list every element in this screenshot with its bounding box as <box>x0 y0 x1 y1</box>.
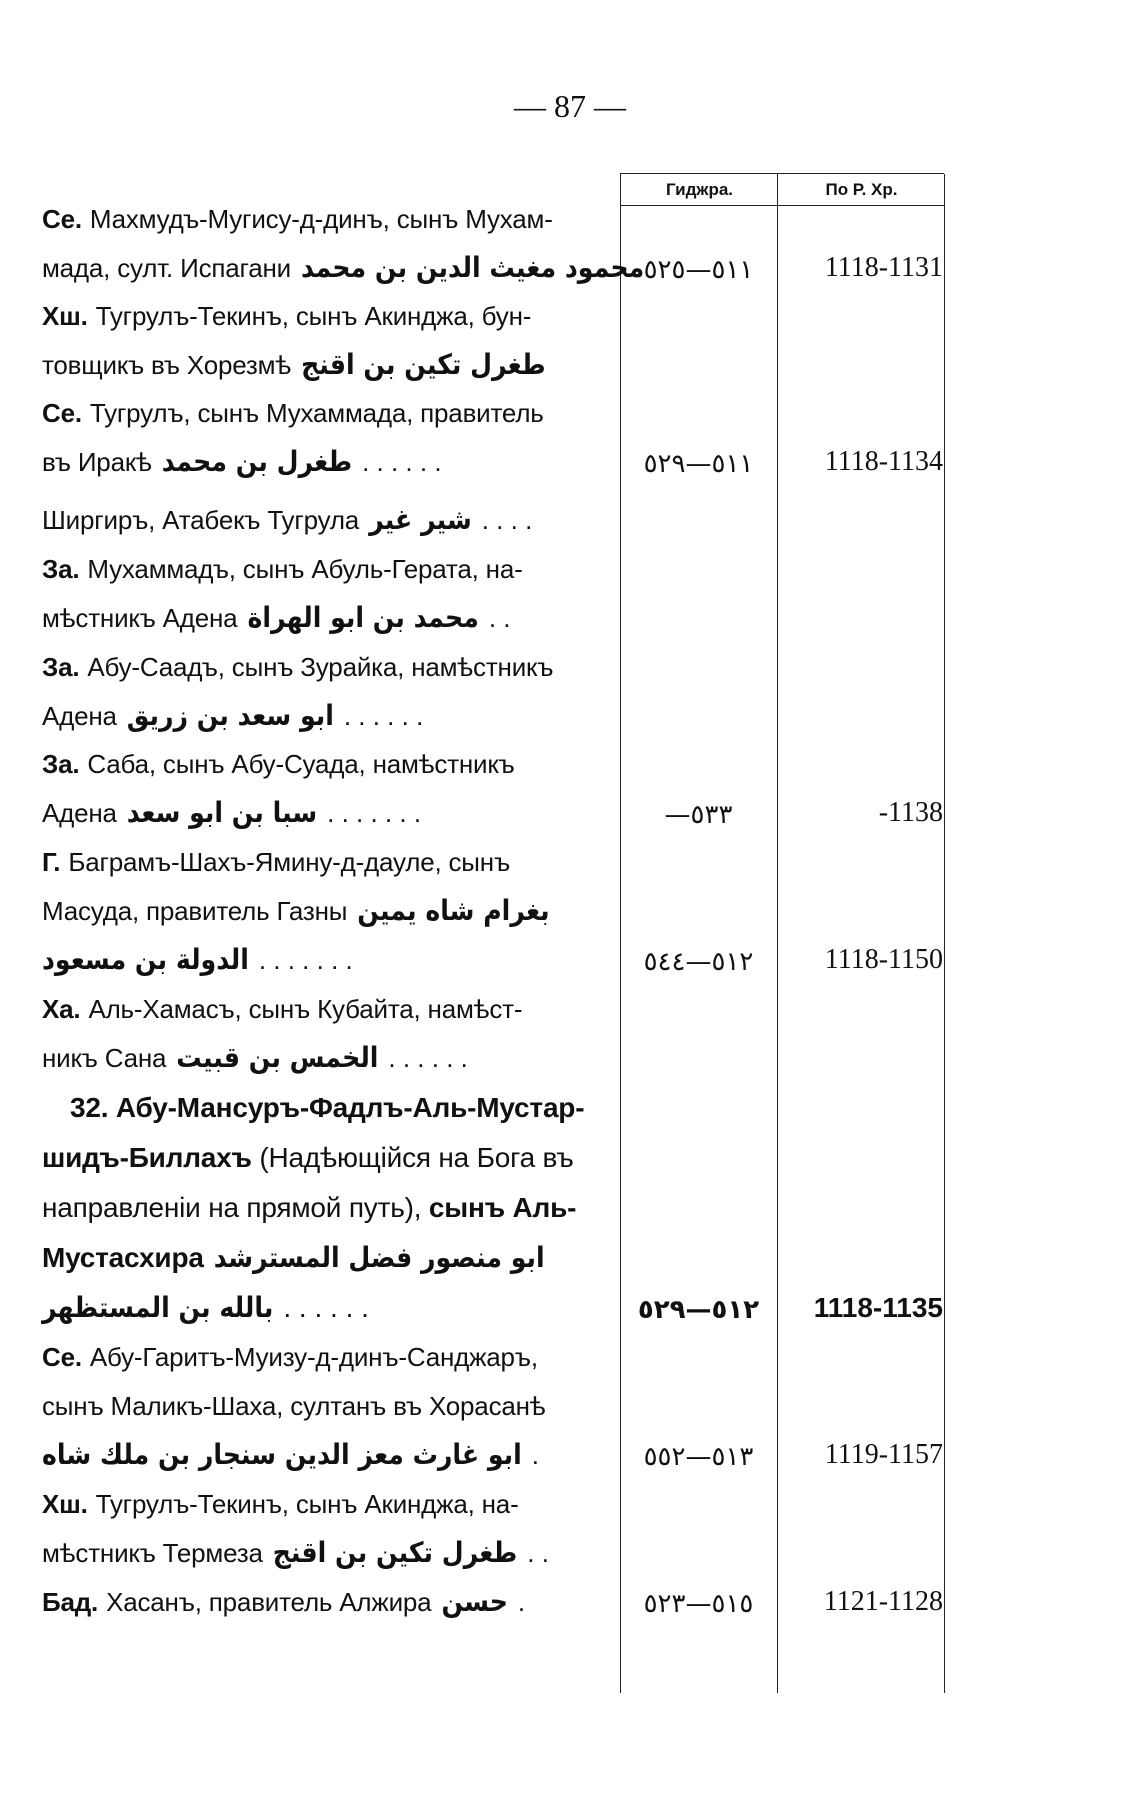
entry-dynasty-abbr: За. <box>42 652 80 682</box>
arabic-name: بغرام شاه يمين <box>357 894 550 927</box>
leader-dots: . . <box>527 1538 549 1568</box>
ad-years: -1138 <box>878 797 943 828</box>
entry-text: Махмудъ-Мугису-д-динъ, сынъ Мухам- <box>89 204 553 234</box>
entry-text: Абу-Саадъ, сынъ Зурайка, намѣстникъ <box>87 652 554 682</box>
entry-line <box>42 1134 607 1182</box>
arabic-name: حسن <box>441 1585 508 1618</box>
entry-text: направленіи на прямой путь), <box>42 1192 422 1223</box>
arabic-name: الدولة بن مسعود <box>42 943 249 976</box>
leader-dots: . . . . . . . <box>327 798 422 828</box>
entry-line <box>42 936 607 984</box>
entry-line <box>42 292 607 340</box>
leader-dots: . . . . . . . <box>258 945 353 975</box>
arabic-name: بالله بن المستظهر <box>42 1291 274 1324</box>
header-hijra: Гиджра. <box>665 180 734 199</box>
entry-text: Ширгиръ, Атабекъ Тугрула <box>42 505 360 535</box>
entry-dynasty-abbr: Хш. <box>42 1489 88 1519</box>
arabic-name: طغرل تكين بن اقنج <box>301 348 546 381</box>
entry-line <box>42 1284 607 1332</box>
arabic-name: طغرل بن محمد <box>161 445 353 478</box>
entry-line <box>42 389 607 437</box>
entry-line <box>42 438 607 486</box>
entry-line <box>42 1529 607 1577</box>
ad-years: 1118-1135 <box>813 1292 943 1323</box>
entry-line <box>42 1333 607 1381</box>
entry-line <box>42 244 645 292</box>
entry-text: мѣстникъ Термеза <box>42 1538 263 1568</box>
caliph-name: сынъ Аль- <box>428 1192 577 1223</box>
ad-years: 1119-1157 <box>824 1439 943 1470</box>
page-number: — 87 — <box>514 88 626 124</box>
entry-dynasty-abbr: За. <box>42 554 80 584</box>
entry-text: никъ Сана <box>42 1043 167 1073</box>
entry-line <box>42 1382 607 1430</box>
leader-dots: . <box>517 1587 526 1617</box>
entry-text: мѣстникъ Адена <box>42 603 238 633</box>
entry-text: товщикъ въ Хорезмѣ <box>42 350 292 380</box>
hijra-years: ٥١٢—٥٢٩ <box>637 1295 760 1325</box>
caliph-name: шидъ-Биллахъ <box>42 1142 252 1173</box>
ad-years: 1118-1150 <box>824 944 943 975</box>
entry-line <box>42 594 607 642</box>
arabic-name: محمود مغيث الدين بن محمد <box>300 251 645 284</box>
ad-years: 1121-1128 <box>823 1586 943 1617</box>
hijra-years: —٥٣٣ <box>664 800 733 830</box>
entry-line <box>42 1480 607 1528</box>
table-rule-left <box>620 174 621 1693</box>
leader-dots: . . <box>488 603 511 633</box>
entry-line <box>42 887 607 935</box>
entry-text: Тугрулъ-Текинъ, сынъ Акинджа, на- <box>95 1489 519 1519</box>
entry-line <box>42 1431 607 1479</box>
caliph-name: Мустасхира <box>42 1242 204 1273</box>
entry-line <box>42 740 607 788</box>
entry-dynasty-abbr: Се. <box>42 1342 82 1372</box>
leader-dots: . . . . . . <box>388 1043 468 1073</box>
entry-line <box>42 195 607 243</box>
entry-dynasty-abbr: Г. <box>42 847 61 877</box>
table-rule-middle <box>777 174 778 1693</box>
hijra-years: ٥١٢—٥٤٤ <box>643 947 754 977</box>
entry-text: Адена <box>42 701 117 731</box>
entry-text: Мухаммадъ, сынъ Абуль-Герата, на- <box>87 554 523 584</box>
entry-line <box>42 985 607 1033</box>
entry-line <box>42 1034 607 1082</box>
ad-years: 1118-1134 <box>824 446 943 477</box>
header-ad: По Р. Хр. <box>825 180 898 199</box>
entry-line <box>42 545 607 593</box>
entry-text: мада, султ. Испагани <box>42 253 291 283</box>
arabic-name: ابو سعد بن زريق <box>126 699 334 732</box>
entry-text: Тугрулъ, сынъ Мухаммада, правитель <box>89 398 544 428</box>
entry-text: Баграмъ-Шахъ-Ямину-д-дауле, сынъ <box>68 847 510 877</box>
hijra-years: ٥١٣—٥٥٢ <box>643 1442 754 1472</box>
entry-text: Хасанъ, правитель Алжира <box>106 1587 432 1617</box>
leader-dots: . . . . . . <box>362 447 442 477</box>
entry-line <box>42 1578 607 1626</box>
entry-line <box>70 1084 635 1132</box>
arabic-name: سبا بن ابو سعد <box>126 796 318 829</box>
entry-text: Саба, сынъ Абу-Суада, намѣстникъ <box>87 749 515 779</box>
entry-text: Аль-Хамасъ, сынъ Кубайта, намѣст- <box>88 994 523 1024</box>
entry-line <box>42 643 607 691</box>
caliph-name: 32. Абу-Мансуръ-Фадлъ-Аль-Мустар- <box>70 1092 585 1123</box>
entry-line <box>42 692 607 740</box>
entry-line <box>42 789 607 837</box>
entry-line <box>42 1234 607 1282</box>
leader-dots: . . . . <box>481 505 533 535</box>
arabic-name: ابو منصور فضل المسترشد <box>213 1241 545 1274</box>
entry-line <box>42 496 607 544</box>
entry-line <box>42 341 607 389</box>
arabic-name: الخمس بن قبيت <box>176 1041 379 1074</box>
leader-dots: . . . . . . <box>343 701 424 731</box>
entry-dynasty-abbr: Хш. <box>42 301 88 331</box>
entry-dynasty-abbr: Се. <box>42 204 82 234</box>
leader-dots: . <box>531 1440 539 1470</box>
arabic-name: محمد بن ابو الهراة <box>247 601 479 634</box>
entry-text: Масуда, правитель Газны <box>42 896 348 926</box>
ad-years: 1118-1131 <box>824 252 943 283</box>
hijra-years: ٥١١—٥٢٩ <box>643 449 754 479</box>
entry-text: (Надѣющійся на Бога въ <box>259 1142 574 1173</box>
entry-line <box>42 1184 607 1232</box>
table-header-top-rule <box>620 173 944 174</box>
arabic-name: ابو غارث معز الدين سنجار بن ملك شاه <box>42 1438 522 1471</box>
entry-text: Тугрулъ-Текинъ, сынъ Акинджа, бун- <box>95 301 532 331</box>
hijra-years: ٥١٥—٥٢٣ <box>643 1589 754 1619</box>
entry-text: въ Иракѣ <box>42 447 152 477</box>
entry-line <box>42 838 607 886</box>
arabic-name: طغرل تكين بن اقنج <box>272 1536 518 1569</box>
entry-dynasty-abbr: Се. <box>42 398 82 428</box>
table-header-bottom-rule <box>620 205 944 206</box>
entry-text: Адена <box>42 798 117 828</box>
arabic-name: شير غير <box>369 503 472 536</box>
hijra-years: ٥١١—٥٢٥ <box>643 255 754 285</box>
entry-dynasty-abbr: Ха. <box>42 994 81 1024</box>
entry-dynasty-abbr: За. <box>42 749 80 779</box>
entry-text: сынъ Маликъ-Шаха, султанъ въ Хорасанѣ <box>42 1391 546 1421</box>
leader-dots: . . . . . . <box>283 1292 369 1323</box>
entry-dynasty-abbr: Бад. <box>42 1587 99 1617</box>
entry-text: Абу-Гаритъ-Муизу-д-динъ-Санджаръ, <box>89 1342 538 1372</box>
